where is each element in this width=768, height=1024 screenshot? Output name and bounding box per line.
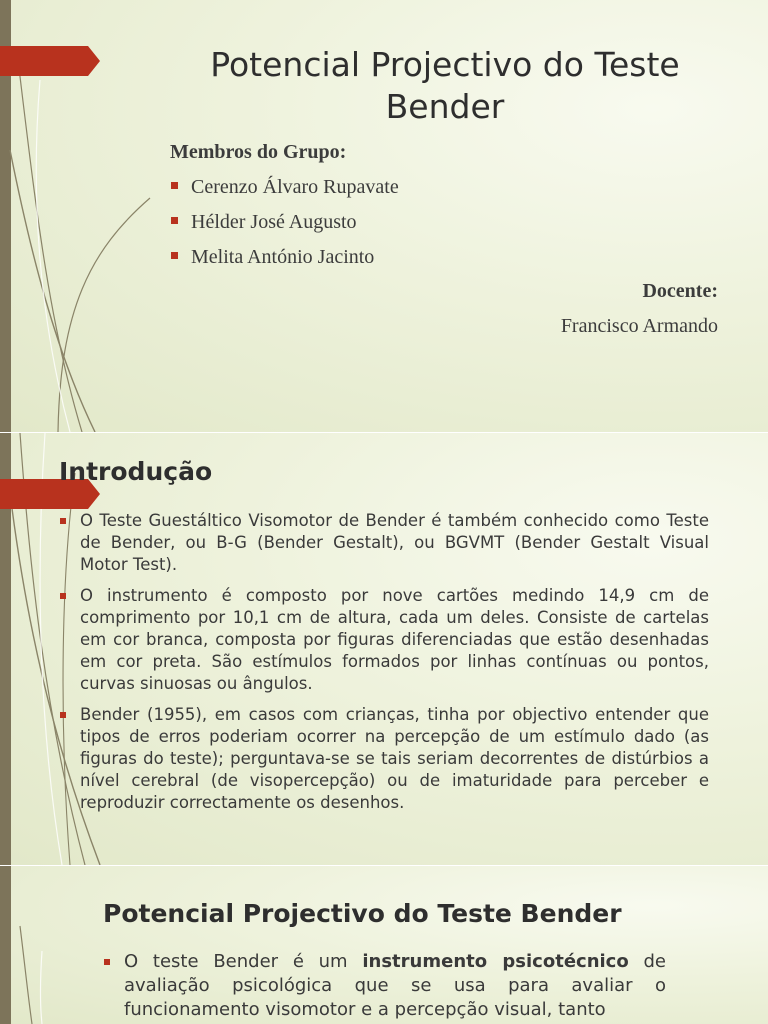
- docente-label: Docente:: [642, 280, 718, 302]
- member-item: [170, 174, 399, 209]
- member-item: [170, 244, 399, 279]
- list-item: [59, 704, 709, 815]
- bullet-bold-text: instrumento psicotécnico: [362, 951, 629, 972]
- square-bullet-icon: [104, 959, 110, 965]
- bullet-text: de avaliação psicológica que se usa para avaliar o funcionamento visomotor e a percepção visual, tanto: [124, 951, 666, 1020]
- bullet-text: O instrumento é composto por nove cartões medindo 14,9 cm de comprimento por 10,1 cm de altura, cada um deles. Consiste de cartelas em cor branca, composta por figuras diferenciadas que estão desenhadas em cor preta. São estímulos formados por linhas contínuas ou pontos, curvas sinuosas ou ângulos.: [80, 585, 709, 694]
- docente-name: Francisco Armando: [560, 315, 718, 337]
- square-bullet-icon: [171, 217, 178, 224]
- square-bullet-icon: [60, 593, 66, 599]
- slide-title: [0, 0, 768, 432]
- list-item: [59, 510, 709, 577]
- square-bullet-icon: [60, 518, 66, 524]
- slide-title-heading: Potencial Projectivo do Teste Bender: [210, 45, 680, 126]
- square-bullet-icon: [60, 712, 66, 718]
- list-item: [103, 950, 666, 1022]
- slide-potencial: [0, 866, 768, 1024]
- member-name: Melita António Jacinto: [191, 246, 375, 268]
- section-title: Introdução: [59, 457, 213, 486]
- bullet-text: Bender (1955), em casos com crianças, tinha por objectivo entender que tipos de erros poderiam ocorrer na percepção de um estímulo dado (as figuras do teste); perguntava-se se tais seriam decorrentes de distúrbios a nível cerebral (de visopercepção) ou de imaturidade para perceber e reproduzir correctamente os desenhos.: [80, 704, 709, 813]
- member-item: [170, 209, 399, 244]
- section-title: Potencial Projectivo do Teste Bender: [103, 899, 622, 928]
- square-bullet-icon: [171, 252, 178, 259]
- intro-bullet-list: [59, 510, 709, 823]
- bullet-text: O teste Bender é um: [124, 951, 363, 972]
- slide-introduction: [0, 433, 768, 865]
- list-item: [59, 585, 709, 696]
- member-name: Cerenzo Álvaro Rupavate: [191, 176, 399, 198]
- potencial-bullet-list: [103, 950, 666, 1024]
- accent-arrow: [0, 46, 100, 76]
- members-list: [170, 174, 399, 279]
- member-name: Hélder José Augusto: [191, 211, 357, 233]
- members-heading: Membros do Grupo:: [170, 141, 347, 163]
- bullet-text: O Teste Guestáltico Visomotor de Bender é também conhecido como Teste de Bender, ou B-G (Bender Gestalt), ou BGVMT (Bender Gestalt Visual Motor Test).: [80, 511, 709, 575]
- square-bullet-icon: [171, 182, 178, 189]
